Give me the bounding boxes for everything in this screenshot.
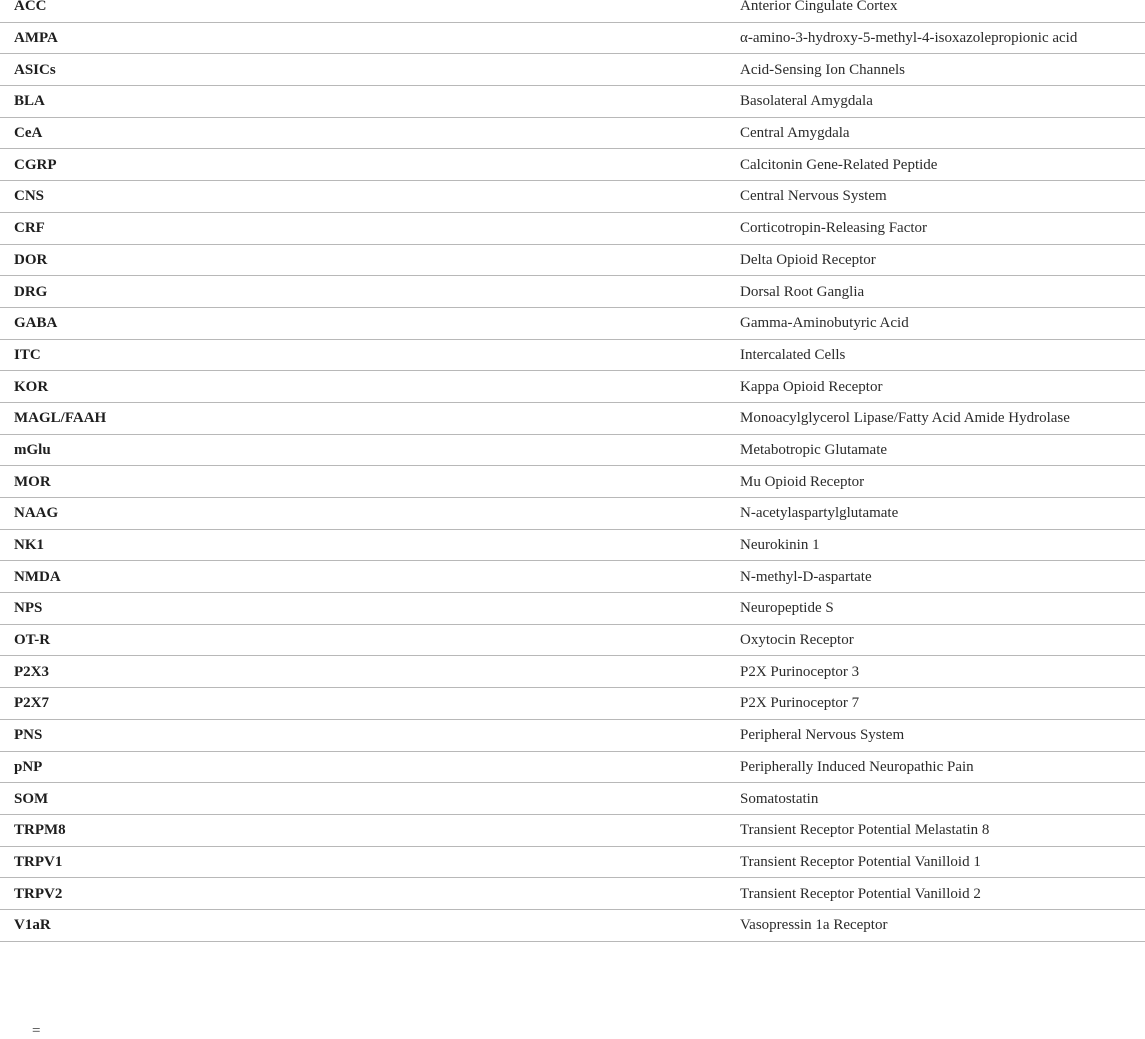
- definition-cell: Corticotropin-Releasing Factor: [740, 212, 1145, 244]
- definition-cell: Vasopressin 1a Receptor: [740, 909, 1145, 941]
- abbreviation-cell: GABA: [0, 307, 740, 339]
- table-row: [0, 466, 1145, 498]
- table-row: [0, 719, 1145, 751]
- abbreviation-cell: P2X7: [0, 688, 740, 720]
- abbreviation-cell: CNS: [0, 181, 740, 213]
- abbreviation-cell: CRF: [0, 212, 740, 244]
- definition-cell: Acid-Sensing Ion Channels: [740, 54, 1145, 86]
- definition-cell: Metabotropic Glutamate: [740, 434, 1145, 466]
- abbreviation-cell: BLA: [0, 86, 740, 118]
- abbreviation-cell: SOM: [0, 783, 740, 815]
- abbreviation-cell: NMDA: [0, 561, 740, 593]
- abbreviation-cell: CeA: [0, 117, 740, 149]
- definition-cell: Transient Receptor Potential Vanilloid 2: [740, 878, 1145, 910]
- definition-cell: α-amino-3-hydroxy-5-methyl-4-isoxazolepropionic acid: [740, 22, 1145, 54]
- abbreviation-cell: MAGL/FAAH: [0, 402, 740, 434]
- table-row: [0, 212, 1145, 244]
- table-row: [0, 498, 1145, 530]
- abbreviation-cell: V1aR: [0, 909, 740, 941]
- table-row: [0, 434, 1145, 466]
- table-row: [0, 751, 1145, 783]
- table-row: [0, 371, 1145, 403]
- footer-mark: =: [32, 1023, 41, 1039]
- definition-cell: Delta Opioid Receptor: [740, 244, 1145, 276]
- definition-cell: Central Nervous System: [740, 181, 1145, 213]
- definition-cell: Somatostatin: [740, 783, 1145, 815]
- table-row: [0, 909, 1145, 941]
- definition-cell: Gamma-Aminobutyric Acid: [740, 307, 1145, 339]
- table-row: [0, 814, 1145, 846]
- table-row: [0, 22, 1145, 54]
- table-row: [0, 783, 1145, 815]
- table-row: [0, 688, 1145, 720]
- definition-cell: Oxytocin Receptor: [740, 624, 1145, 656]
- table-row: [0, 402, 1145, 434]
- definition-cell: Monoacylglycerol Lipase/Fatty Acid Amide Hydrolase: [740, 402, 1145, 434]
- abbreviation-cell: CGRP: [0, 149, 740, 181]
- abbreviation-cell: PNS: [0, 719, 740, 751]
- definition-cell: N-methyl-D-aspartate: [740, 561, 1145, 593]
- table-row: [0, 86, 1145, 118]
- abbreviation-cell: DOR: [0, 244, 740, 276]
- definition-cell: N-acetylaspartylglutamate: [740, 498, 1145, 530]
- abbreviation-cell: TRPM8: [0, 814, 740, 846]
- definition-cell: Transient Receptor Potential Melastatin 8: [740, 814, 1145, 846]
- table-row: [0, 339, 1145, 371]
- abbreviation-cell: NK1: [0, 529, 740, 561]
- abbreviation-cell: MOR: [0, 466, 740, 498]
- definition-cell: Mu Opioid Receptor: [740, 466, 1145, 498]
- abbreviation-cell: ACC: [0, 0, 740, 22]
- abbreviation-cell: ITC: [0, 339, 740, 371]
- abbreviation-cell: DRG: [0, 276, 740, 308]
- table-row: [0, 244, 1145, 276]
- table-row: [0, 624, 1145, 656]
- abbreviation-cell: NAAG: [0, 498, 740, 530]
- abbreviation-cell: TRPV1: [0, 846, 740, 878]
- table-row: [0, 0, 1145, 22]
- table-row: [0, 846, 1145, 878]
- definition-cell: Anterior Cingulate Cortex: [740, 0, 1145, 22]
- table-row: [0, 593, 1145, 625]
- definition-cell: Peripheral Nervous System: [740, 719, 1145, 751]
- table-row: [0, 878, 1145, 910]
- abbreviation-cell: mGlu: [0, 434, 740, 466]
- abbreviation-cell: OT-R: [0, 624, 740, 656]
- table-row: [0, 656, 1145, 688]
- definition-cell: Central Amygdala: [740, 117, 1145, 149]
- table-row: [0, 181, 1145, 213]
- definition-cell: Intercalated Cells: [740, 339, 1145, 371]
- definition-cell: Transient Receptor Potential Vanilloid 1: [740, 846, 1145, 878]
- table-row: [0, 149, 1145, 181]
- abbreviation-cell: pNP: [0, 751, 740, 783]
- definition-cell: P2X Purinoceptor 7: [740, 688, 1145, 720]
- abbreviation-cell: TRPV2: [0, 878, 740, 910]
- table-row: [0, 54, 1145, 86]
- definition-cell: P2X Purinoceptor 3: [740, 656, 1145, 688]
- table-row: [0, 307, 1145, 339]
- table-row: [0, 276, 1145, 308]
- table-row: [0, 117, 1145, 149]
- abbreviation-cell: ASICs: [0, 54, 740, 86]
- definition-cell: Peripherally Induced Neuropathic Pain: [740, 751, 1145, 783]
- definition-cell: Calcitonin Gene-Related Peptide: [740, 149, 1145, 181]
- abbreviation-cell: KOR: [0, 371, 740, 403]
- definition-cell: Kappa Opioid Receptor: [740, 371, 1145, 403]
- table-row: [0, 561, 1145, 593]
- abbreviation-cell: AMPA: [0, 22, 740, 54]
- abbreviation-cell: NPS: [0, 593, 740, 625]
- table-row: [0, 529, 1145, 561]
- definition-cell: Neurokinin 1: [740, 529, 1145, 561]
- definition-cell: Basolateral Amygdala: [740, 86, 1145, 118]
- definition-cell: Dorsal Root Ganglia: [740, 276, 1145, 308]
- abbreviation-cell: P2X3: [0, 656, 740, 688]
- definition-cell: Neuropeptide S: [740, 593, 1145, 625]
